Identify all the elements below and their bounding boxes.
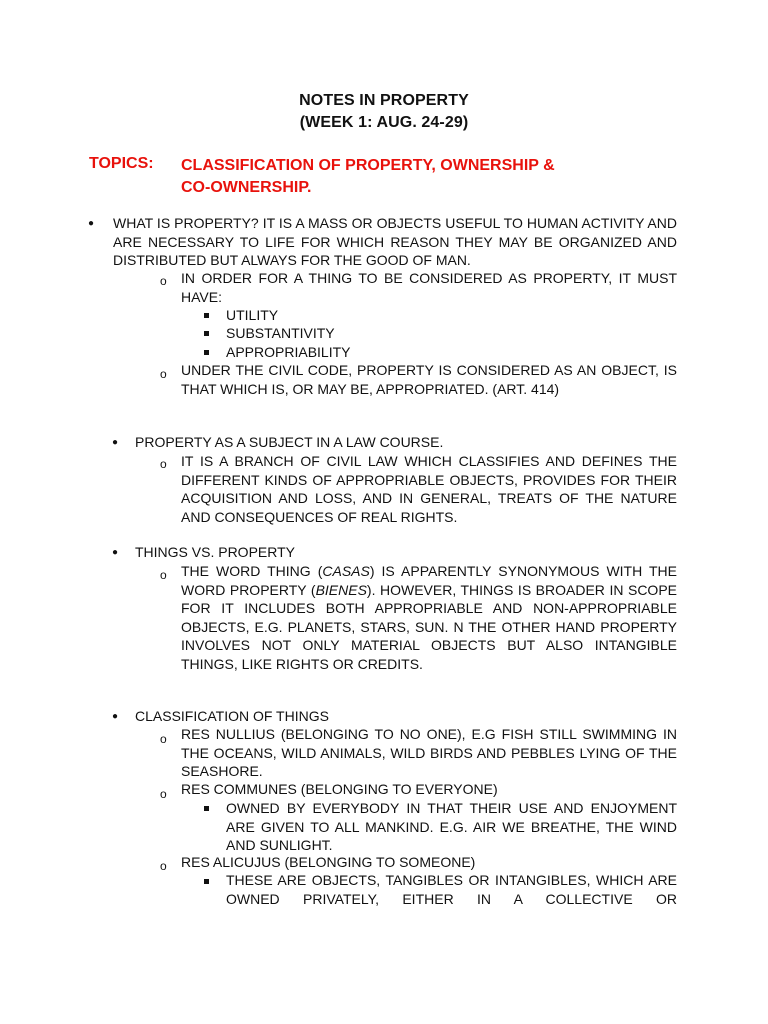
sub-order-for-property: IN ORDER FOR A THING TO BE CONSIDERED AS PROPERTY, IT MUST HAVE: bbox=[181, 270, 677, 305]
topics-text bbox=[181, 155, 641, 199]
sub-res-nullius: RES NULLIUS (BELONGING TO NO ONE), E.G FISH STILL SWIMMING IN THE OCEANS, WILD ANIMALS, WILD BIRDS AND PEBBLES LYING OF THE SEASHORE. bbox=[181, 726, 677, 779]
circle-bullet-icon: o bbox=[160, 274, 167, 288]
section-what-is-property: WHAT IS PROPERTY? IT IS A MASS OR OBJECTS USEFUL TO HUMAN ACTIVITY AND ARE NECESSARY TO LIFE FOR WHICH REASON THEY MAY BE ORGANIZED AND DISTRIBUTED BUT ALWAYS FOR THE GOOD OF MAN. bbox=[113, 215, 677, 268]
bullet-dot-icon: ● bbox=[112, 547, 119, 558]
circle-bullet-icon: o bbox=[160, 787, 167, 801]
topics-label: TOPICS: bbox=[89, 155, 154, 172]
item-substantivity: SUBSTANTIVITY bbox=[226, 325, 335, 341]
sub-civil-code: UNDER THE CIVIL CODE, PROPERTY IS CONSIDERED AS AN OBJECT, IS THAT WHICH IS, OR MAY BE, APPROPRIATED. (ART. 414) bbox=[181, 362, 677, 397]
item-appropriability: APPROPRIABILITY bbox=[226, 344, 351, 360]
document-title: NOTES IN PROPERTY bbox=[299, 92, 469, 109]
square-bullet-icon bbox=[204, 331, 209, 336]
item-objects-owned-privately bbox=[226, 871, 677, 908]
section-classification-of-things: CLASSIFICATION OF THINGS bbox=[135, 708, 329, 724]
topics-line-2: CO-OWNERSHIP. bbox=[181, 179, 312, 196]
bienes-italic: BIENES bbox=[315, 581, 367, 598]
bullet-dot-icon: ● bbox=[112, 711, 119, 722]
sub-word-thing-part-b: ) IS APPARENTLY SYNONYMOUS WITH THE WORD PROPERTY ( bbox=[181, 563, 677, 598]
circle-bullet-icon: o bbox=[160, 367, 167, 381]
sub-res-alicujus: RES ALICUJUS (BELONGING TO SOMEONE) bbox=[181, 854, 476, 870]
square-bullet-icon bbox=[204, 806, 209, 811]
sub-word-thing bbox=[181, 562, 677, 673]
section-things-vs-property: THINGS VS. PROPERTY bbox=[135, 544, 295, 560]
sub-branch-of-civil-law: IT IS A BRANCH OF CIVIL LAW WHICH CLASSIFIES AND DEFINES THE DIFFERENT KINDS OF APPROPRIABLE OBJECTS, PROVIDES FOR THEIR ACQUISITION AND LOSS, AND IN GENERAL, TREATS OF THE NATURE AND CONSEQUENCES OF REAL RIGHTS. bbox=[181, 453, 677, 525]
sub-word-thing-part-a: THE WORD THING ( bbox=[181, 563, 323, 579]
square-bullet-icon bbox=[204, 350, 209, 355]
item-owned-by-everybody: OWNED BY EVERYBODY IN THAT THEIR USE AND ENJOYMENT ARE GIVEN TO ALL MANKIND. E.G. AIR WE BREATHE, THE WIND AND SUNLIGHT. bbox=[226, 800, 677, 853]
bullet-dot-icon: ● bbox=[88, 218, 95, 229]
circle-bullet-icon: o bbox=[160, 568, 167, 582]
section-law-course: PROPERTY AS A SUBJECT IN A LAW COURSE. bbox=[135, 434, 444, 450]
document-subtitle: (WEEK 1: AUG. 24-29) bbox=[299, 114, 469, 131]
casas-italic: CASAS bbox=[322, 563, 370, 579]
topics-line-1: CLASSIFICATION OF PROPERTY, OWNERSHIP & bbox=[181, 157, 555, 174]
square-bullet-icon bbox=[204, 879, 209, 884]
sub-res-communes: RES COMMUNES (BELONGING TO EVERYONE) bbox=[181, 781, 498, 797]
square-bullet-icon bbox=[204, 313, 209, 318]
circle-bullet-icon: o bbox=[160, 732, 167, 746]
item-utility: UTILITY bbox=[226, 307, 279, 323]
item-objects-owned-privately-text: THESE ARE OBJECTS, TANGIBLES OR INTANGIBLES, WHICH ARE OWNED PRIVATELY, EITHER IN A COLLECTIVE OR bbox=[226, 872, 677, 907]
sub-word-thing-part-c: ). HOWEVER, THINGS IS BROADER IN SCOPE FOR IT INCLUDES BOTH APPROPRIABLE AND NON-APPROPRIABLE OBJECTS, E.G. PLANETS, STARS, SUN. N THE OTHER HAND PROPERTY INVOLVES NOT ONLY MATERIAL OBJECTS BUT ALSO INTANGIBLE THINGS, LIKE RIGHTS OR CREDITS. bbox=[181, 581, 677, 672]
circle-bullet-icon: o bbox=[160, 457, 167, 471]
bullet-dot-icon: ● bbox=[112, 437, 119, 448]
circle-bullet-icon: o bbox=[160, 859, 167, 873]
